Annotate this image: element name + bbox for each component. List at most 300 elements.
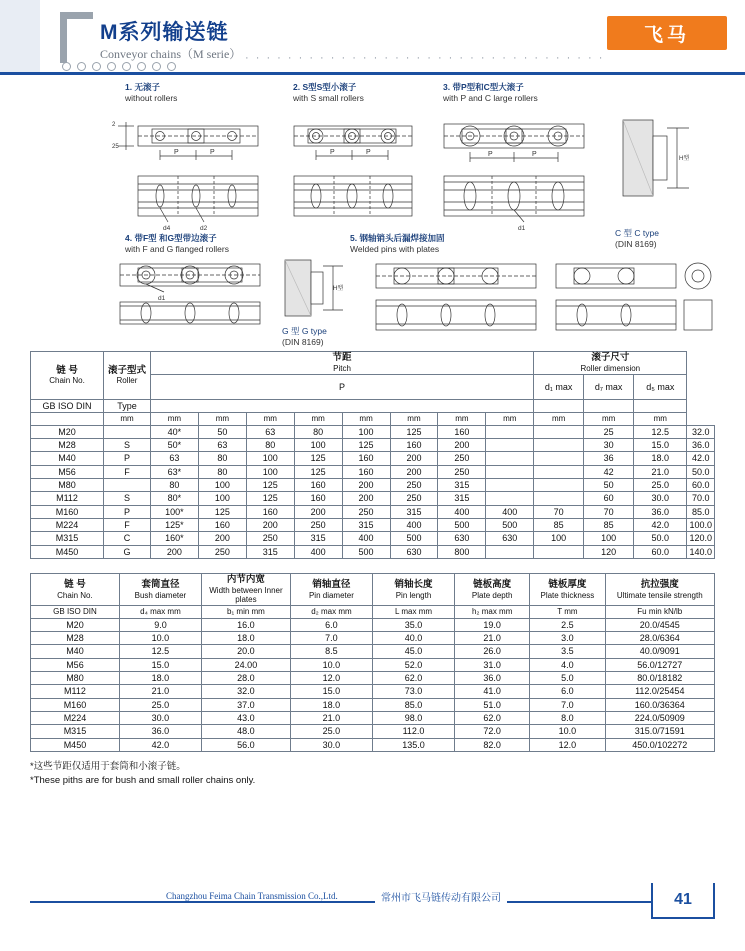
unit-mm: mm xyxy=(104,413,151,425)
header-dots: · · · · · · · · · · · · · · · · · · · · · · · · · · · · · · · · · · xyxy=(245,52,605,64)
cell-p4: 250 xyxy=(294,519,342,532)
cell-p8 xyxy=(486,479,534,492)
cell-d1: 70 xyxy=(534,505,584,518)
unit-mm: mm xyxy=(438,413,486,425)
cell-pin-length: 112.0 xyxy=(372,725,454,738)
figure-area xyxy=(30,78,715,347)
table-row xyxy=(31,479,715,492)
th-d1: d₁ max xyxy=(534,375,584,400)
cell: 140.0 xyxy=(687,545,715,558)
cell-p3: 100 xyxy=(246,452,294,465)
figure-c-type-detail xyxy=(605,114,715,224)
cell-bush-diameter: 21.0 xyxy=(119,685,201,698)
cell-p4: 125 xyxy=(294,465,342,478)
svg-text:d1: d1 xyxy=(158,295,166,302)
cell-d5: 50.0 xyxy=(634,532,687,545)
cell: 42.0 xyxy=(687,452,715,465)
cell-p5: 400 xyxy=(342,532,390,545)
th2-pin-diameter: 销轴直径 Pin diameter xyxy=(290,574,372,606)
cell-p3: 200 xyxy=(246,519,294,532)
unit-mm: mm xyxy=(294,413,342,425)
cell-plate-thickness: 8.0 xyxy=(530,711,605,724)
cell-inner-width: 37.0 xyxy=(201,698,290,711)
cell-p7: 250 xyxy=(438,465,486,478)
cell-chain-no: M160 xyxy=(31,698,120,711)
cell-plate-depth: 62.0 xyxy=(455,711,530,724)
cell-pin-length: 62.0 xyxy=(372,671,454,684)
cell-d1 xyxy=(534,492,584,505)
th2-bush-diameter: 套筒直径 Bush diameter xyxy=(119,574,201,606)
cell-d5: 42.0 xyxy=(634,519,687,532)
cell-bush-diameter: 30.0 xyxy=(119,711,201,724)
cell-p2: 125 xyxy=(198,505,246,518)
cell-bush-diameter: 42.0 xyxy=(119,738,201,751)
th2-b1: b₁ min mm xyxy=(201,606,290,618)
cell-d7: 60 xyxy=(584,492,634,505)
cell-inner-width: 24.00 xyxy=(201,658,290,671)
cell-p1: 160* xyxy=(150,532,198,545)
cell-p2: 80 xyxy=(198,465,246,478)
cell-p6: 160 xyxy=(390,438,438,451)
cell-p4: 100 xyxy=(294,438,342,451)
cell-plate-thickness: 10.0 xyxy=(530,725,605,738)
cell-d1: 100 xyxy=(534,532,584,545)
cell-p8 xyxy=(486,545,534,558)
cell: 100.0 xyxy=(687,519,715,532)
cell-chain-no: M20 xyxy=(31,618,120,631)
th2-tensile-strength: 抗拉强度 Ultimate tensile strength xyxy=(605,574,714,606)
th2-d4: d₄ max mm xyxy=(119,606,201,618)
cell-roller-type: G xyxy=(104,545,151,558)
th2-pin-length: 销轴长度 Pin length xyxy=(372,574,454,606)
table-row xyxy=(31,738,715,751)
cell-d5: 60.0 xyxy=(634,545,687,558)
table-row xyxy=(31,413,715,425)
figure-caption-3: 3. 带P型和C型大滚子 with P and C large rollers xyxy=(443,82,538,103)
cell-roller-type xyxy=(104,425,151,438)
company-logo xyxy=(607,16,727,50)
cell-plate-depth: 21.0 xyxy=(455,631,530,644)
cell-d7: 30 xyxy=(584,438,634,451)
cell-p2: 250 xyxy=(198,545,246,558)
cell-d5: 18.0 xyxy=(634,452,687,465)
cell-roller-type xyxy=(104,479,151,492)
cell-pin-length: 85.0 xyxy=(372,698,454,711)
cell-p7: 800 xyxy=(438,545,486,558)
cell-tensile-strength: 160.0/36364 xyxy=(605,698,714,711)
cell-pin-diameter: 30.0 xyxy=(290,738,372,751)
cell-pin-length: 98.0 xyxy=(372,711,454,724)
cell: 70.0 xyxy=(687,492,715,505)
table-row xyxy=(31,492,715,505)
unit-mm: mm xyxy=(486,413,534,425)
table-row xyxy=(31,574,715,606)
cell-p3: 250 xyxy=(246,532,294,545)
unit-mm: mm xyxy=(150,413,198,425)
cell-p4: 80 xyxy=(294,425,342,438)
cell-p3: 125 xyxy=(246,479,294,492)
footnote xyxy=(30,760,715,789)
cell-p6: 250 xyxy=(390,492,438,505)
page-title: M系列输送链 xyxy=(100,21,229,44)
footer-company-en: Changzhou Feima Chain Transmission Co.,Ltd. xyxy=(160,891,344,901)
cell-plate-thickness: 7.0 xyxy=(530,698,605,711)
cell-pin-length: 73.0 xyxy=(372,685,454,698)
logo-text: 飞马 xyxy=(643,24,690,46)
cell-plate-thickness: 5.0 xyxy=(530,671,605,684)
table-1-wrapper xyxy=(30,351,715,559)
svg-text:P: P xyxy=(488,151,493,158)
table-row xyxy=(31,438,715,451)
header-bracket-decoration xyxy=(60,12,93,63)
figure-caption-4: 4. 带F型 和G型带边滚子 with F and G flanged rollers xyxy=(125,233,229,254)
dimensions-table xyxy=(30,573,715,752)
table-row xyxy=(31,645,715,658)
cell: 85.0 xyxy=(687,505,715,518)
svg-text:P: P xyxy=(366,149,371,156)
cell-pin-length: 135.0 xyxy=(372,738,454,751)
cell-plate-thickness: 3.5 xyxy=(530,645,605,658)
svg-text:2: 2 xyxy=(112,122,116,128)
cell-plate-depth: 41.0 xyxy=(455,685,530,698)
cell-p5: 500 xyxy=(342,545,390,558)
cell-p1: 200 xyxy=(150,545,198,558)
cell-p8: 400 xyxy=(486,505,534,518)
page-footer xyxy=(0,885,745,925)
figure-5-drawing xyxy=(368,256,718,341)
cell-bush-diameter: 36.0 xyxy=(119,725,201,738)
cell-p2: 100 xyxy=(198,492,246,505)
unit-mm: mm xyxy=(198,413,246,425)
cell-chain-no: M56 xyxy=(31,465,104,478)
svg-text:25: 25 xyxy=(112,144,119,150)
table-row xyxy=(31,698,715,711)
cell-plate-thickness: 2.5 xyxy=(530,618,605,631)
cell-d5: 36.0 xyxy=(634,505,687,518)
cell-p5: 315 xyxy=(342,519,390,532)
cell-d1 xyxy=(534,452,584,465)
cell-pin-length: 35.0 xyxy=(372,618,454,631)
page-header xyxy=(0,0,745,72)
th2-T: T mm xyxy=(530,606,605,618)
cell-plate-thickness: 6.0 xyxy=(530,685,605,698)
cell-p8 xyxy=(486,452,534,465)
cell-chain-no: M80 xyxy=(31,479,104,492)
cell-plate-depth: 82.0 xyxy=(455,738,530,751)
cell-bush-diameter: 9.0 xyxy=(119,618,201,631)
cell-d5: 25.0 xyxy=(634,479,687,492)
cell-d5: 15.0 xyxy=(634,438,687,451)
cell-p3: 80 xyxy=(246,438,294,451)
cell-roller-type: P xyxy=(104,505,151,518)
cell-p7: 200 xyxy=(438,438,486,451)
cell-p3: 125 xyxy=(246,492,294,505)
th-pitch: 节距 Pitch xyxy=(150,352,533,375)
cell-tensile-strength: 20.0/4545 xyxy=(605,618,714,631)
th2-plate-thickness: 链板厚度 Plate thickness xyxy=(530,574,605,606)
table-row xyxy=(31,465,715,478)
cell-plate-depth: 72.0 xyxy=(455,725,530,738)
th-d5: d₅ max xyxy=(634,375,687,400)
header-circles-decoration xyxy=(62,62,176,71)
cell-p3: 315 xyxy=(246,545,294,558)
cell-tensile-strength: 224.0/50909 xyxy=(605,711,714,724)
cell: 120.0 xyxy=(687,532,715,545)
table-row xyxy=(31,711,715,724)
cell-chain-no: M80 xyxy=(31,671,120,684)
cell-bush-diameter: 10.0 xyxy=(119,631,201,644)
th-d7: d₇ max xyxy=(584,375,634,400)
th2-gb: GB ISO DIN xyxy=(31,606,120,618)
cell-chain-no: M56 xyxy=(31,658,120,671)
th2-h2: h₂ max mm xyxy=(455,606,530,618)
header-rule xyxy=(0,72,745,75)
cell-chain-no: M224 xyxy=(31,519,104,532)
cell-tensile-strength: 28.0/6364 xyxy=(605,631,714,644)
cell-plate-depth: 51.0 xyxy=(455,698,530,711)
unit-mm: mm xyxy=(342,413,390,425)
cell-inner-width: 56.0 xyxy=(201,738,290,751)
cell-p1: 63 xyxy=(150,452,198,465)
table-row xyxy=(31,671,715,684)
svg-text:d4: d4 xyxy=(163,225,171,232)
cell-tensile-strength: 450.0/102272 xyxy=(605,738,714,751)
cell-chain-no: M224 xyxy=(31,711,120,724)
cell: 36.0 xyxy=(687,438,715,451)
cell-pin-length: 52.0 xyxy=(372,658,454,671)
table-row xyxy=(31,685,715,698)
unit-mm: mm xyxy=(246,413,294,425)
cell-d1 xyxy=(534,545,584,558)
cell-tensile-strength: 56.0/12727 xyxy=(605,658,714,671)
figure-caption-5: 5. 钢轴销头后漏焊接加固 Welded pins with plates xyxy=(350,233,445,254)
th-chain-no: 链 号 Chain No. xyxy=(31,352,104,400)
cell-pin-diameter: 12.0 xyxy=(290,671,372,684)
cell-chain-no: M160 xyxy=(31,505,104,518)
figure-4-drawing xyxy=(108,256,278,326)
cell-pin-length: 45.0 xyxy=(372,645,454,658)
cell-chain-no: M112 xyxy=(31,685,120,698)
table-row xyxy=(31,532,715,545)
cell-p3: 160 xyxy=(246,505,294,518)
figure-caption-2: 2. S型S型小滚子 with S small rollers xyxy=(293,82,364,103)
cell-chain-no: M20 xyxy=(31,425,104,438)
cell-roller-type: S xyxy=(104,492,151,505)
cell-p5: 100 xyxy=(342,425,390,438)
table-row xyxy=(31,452,715,465)
cell-tensile-strength: 40.0/9091 xyxy=(605,645,714,658)
cell-p2: 80 xyxy=(198,452,246,465)
cell-p1: 50* xyxy=(150,438,198,451)
cell-tensile-strength: 80.0/18182 xyxy=(605,671,714,684)
th-roller-type: 滚子型式 Roller xyxy=(104,352,151,400)
footnote-en: *These piths are for bush and small roller chains only. xyxy=(30,775,256,787)
cell-p6: 630 xyxy=(390,545,438,558)
svg-text:d2: d2 xyxy=(200,225,208,232)
cell-p4: 400 xyxy=(294,545,342,558)
figure-g-type-detail xyxy=(275,256,365,328)
table-row xyxy=(31,545,715,558)
cell-d1 xyxy=(534,438,584,451)
cell-inner-width: 48.0 xyxy=(201,725,290,738)
cell-d1 xyxy=(534,479,584,492)
unit-mm: mm xyxy=(390,413,438,425)
cell-d1 xyxy=(534,465,584,478)
th2-width-between-inner-plates: 内节内宽 Width between Inner plates xyxy=(201,574,290,606)
svg-text:P: P xyxy=(532,151,537,158)
c-type-label: C 型 C type (DIN 8169) xyxy=(615,228,659,249)
cell-chain-no: M112 xyxy=(31,492,104,505)
table-row xyxy=(31,352,715,375)
cell-p8: 500 xyxy=(486,519,534,532)
svg-text:P: P xyxy=(330,149,335,156)
th2-Fu: Fu min kN/lb xyxy=(605,606,714,618)
th2-L: L max mm xyxy=(372,606,454,618)
svg-text:H型: H型 xyxy=(679,156,690,162)
th2-plate-depth: 链板高度 Plate depth xyxy=(455,574,530,606)
cell-p6: 200 xyxy=(390,465,438,478)
cell-plate-thickness: 4.0 xyxy=(530,658,605,671)
th-roller-dimension: 滚子尺寸 Roller dimension xyxy=(534,352,687,375)
table-row xyxy=(31,606,715,618)
cell-pin-diameter: 6.0 xyxy=(290,618,372,631)
g-type-label: G 型 G type (DIN 8169) xyxy=(282,326,327,347)
cell-chain-no: M315 xyxy=(31,532,104,545)
cell-p5: 125 xyxy=(342,438,390,451)
cell-roller-type: S xyxy=(104,438,151,451)
svg-text:H型: H型 xyxy=(333,286,344,292)
th-gb-iso-din: GB ISO DIN xyxy=(31,400,104,413)
table-row xyxy=(31,425,715,438)
cell-p8 xyxy=(486,438,534,451)
th2-chain-no: 链 号 Chain No. xyxy=(31,574,120,606)
cell-p5: 200 xyxy=(342,492,390,505)
figure-1-drawing xyxy=(108,104,273,249)
cell-p8 xyxy=(486,465,534,478)
cell-p6: 315 xyxy=(390,505,438,518)
cell: 32.0 xyxy=(687,425,715,438)
figure-2-drawing xyxy=(282,104,422,249)
cell-p4: 315 xyxy=(294,532,342,545)
cell-plate-depth: 19.0 xyxy=(455,618,530,631)
cell-d7: 42 xyxy=(584,465,634,478)
cell-roller-type: F xyxy=(104,519,151,532)
cell-inner-width: 16.0 xyxy=(201,618,290,631)
cell-pin-diameter: 21.0 xyxy=(290,711,372,724)
cell-roller-type: P xyxy=(104,452,151,465)
svg-text:d1: d1 xyxy=(518,225,526,232)
table-2-wrapper xyxy=(30,573,715,752)
cell-bush-diameter: 15.0 xyxy=(119,658,201,671)
unit-blank xyxy=(31,413,104,425)
cell-pin-diameter: 15.0 xyxy=(290,685,372,698)
cell-p2: 200 xyxy=(198,532,246,545)
cell-pin-diameter: 18.0 xyxy=(290,698,372,711)
cell-plate-depth: 36.0 xyxy=(455,671,530,684)
cell-p4: 160 xyxy=(294,492,342,505)
cell-d5: 12.5 xyxy=(634,425,687,438)
cell-p6: 400 xyxy=(390,519,438,532)
cell-chain-no: M450 xyxy=(31,738,120,751)
table-row xyxy=(31,725,715,738)
cell-roller-type: F xyxy=(104,465,151,478)
cell-p6: 125 xyxy=(390,425,438,438)
cell-chain-no: M28 xyxy=(31,438,104,451)
cell-p7: 630 xyxy=(438,532,486,545)
cell-p7: 250 xyxy=(438,452,486,465)
cell-p4: 160 xyxy=(294,479,342,492)
cell-p4: 200 xyxy=(294,505,342,518)
cell-p2: 63 xyxy=(198,438,246,451)
cell: 50.0 xyxy=(687,465,715,478)
cell-bush-diameter: 25.0 xyxy=(119,698,201,711)
cell-p8 xyxy=(486,492,534,505)
cell-p3: 63 xyxy=(246,425,294,438)
cell-p7: 400 xyxy=(438,505,486,518)
unit-mm: mm xyxy=(534,413,584,425)
cell-d5: 30.0 xyxy=(634,492,687,505)
cell-bush-diameter: 12.5 xyxy=(119,645,201,658)
cell-p6: 500 xyxy=(390,532,438,545)
cell-d7: 50 xyxy=(584,479,634,492)
cell-inner-width: 18.0 xyxy=(201,631,290,644)
header-band xyxy=(0,0,40,72)
cell-inner-width: 20.0 xyxy=(201,645,290,658)
cell-d5: 21.0 xyxy=(634,465,687,478)
cell-p5: 200 xyxy=(342,479,390,492)
cell-p6: 200 xyxy=(390,452,438,465)
cell-p3: 100 xyxy=(246,465,294,478)
table-row xyxy=(31,505,715,518)
cell-p1: 63* xyxy=(150,465,198,478)
cell-bush-diameter: 18.0 xyxy=(119,671,201,684)
cell-d7: 36 xyxy=(584,452,634,465)
cell-p4: 125 xyxy=(294,452,342,465)
cell-pin-diameter: 25.0 xyxy=(290,725,372,738)
cell-p8 xyxy=(486,425,534,438)
cell-chain-no: M40 xyxy=(31,645,120,658)
cell-p6: 250 xyxy=(390,479,438,492)
cell-p2: 50 xyxy=(198,425,246,438)
footer-company-zh: 常州市飞马链传动有限公司 xyxy=(375,889,507,904)
cell-p7: 315 xyxy=(438,479,486,492)
table-row xyxy=(31,618,715,631)
svg-text:P: P xyxy=(174,149,179,156)
cell-chain-no: M450 xyxy=(31,545,104,558)
cell-d1: 85 xyxy=(534,519,584,532)
table-row xyxy=(31,519,715,532)
cell-chain-no: M315 xyxy=(31,725,120,738)
figure-caption-1: 1. 无滚子 without rollers xyxy=(125,82,178,103)
cell-chain-no: M28 xyxy=(31,631,120,644)
cell-pin-length: 40.0 xyxy=(372,631,454,644)
cell-d7: 70 xyxy=(584,505,634,518)
cell-p5: 250 xyxy=(342,505,390,518)
cell-p7: 160 xyxy=(438,425,486,438)
cell-inner-width: 43.0 xyxy=(201,711,290,724)
th2-d2: d₂ max mm xyxy=(290,606,372,618)
th-type: Type xyxy=(104,400,151,413)
cell-p1: 80* xyxy=(150,492,198,505)
cell-p5: 160 xyxy=(342,452,390,465)
cell-p8: 630 xyxy=(486,532,534,545)
cell-p7: 500 xyxy=(438,519,486,532)
th-p-symbol: P xyxy=(150,375,533,400)
cell-chain-no: M40 xyxy=(31,452,104,465)
cell-p5: 160 xyxy=(342,465,390,478)
table-row xyxy=(31,631,715,644)
cell-pin-diameter: 8.5 xyxy=(290,645,372,658)
